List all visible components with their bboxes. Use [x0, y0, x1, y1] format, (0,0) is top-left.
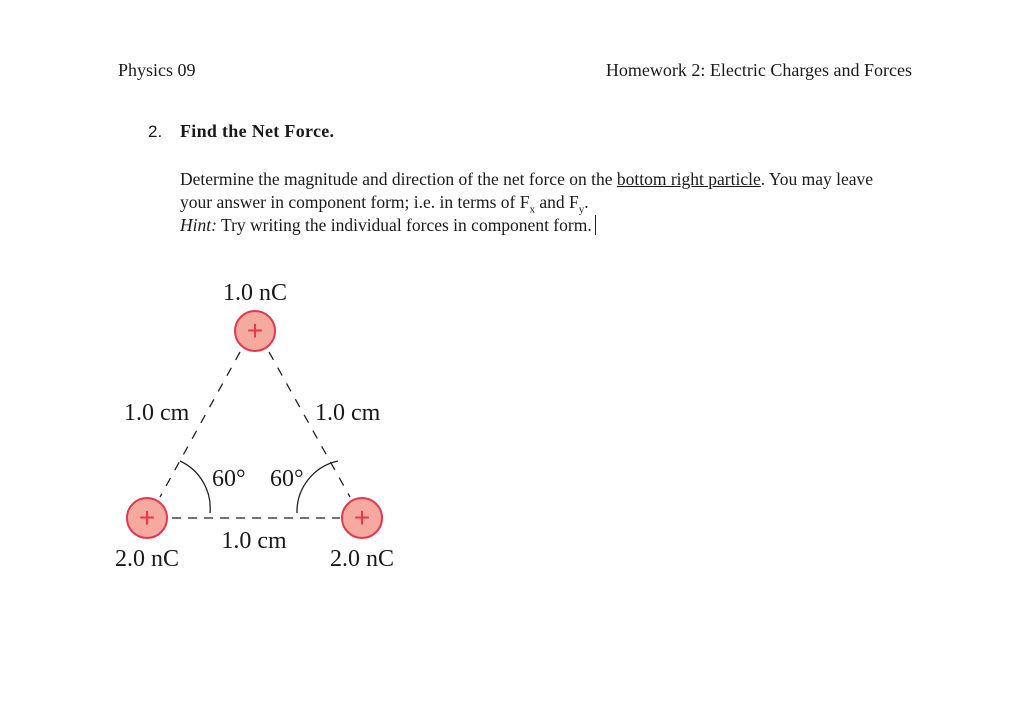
problem-text-end: . — [584, 192, 589, 212]
problem-text-and: and F — [534, 192, 579, 212]
bottom-left-charge-label: 2.0 nC — [114, 546, 180, 572]
plus-icon: + — [353, 502, 371, 533]
problem-text-part1: Determine the magnitude and direction of the net force on the — [180, 169, 617, 189]
hint-label: Hint: — [180, 215, 217, 235]
assignment-title: Homework 2: Electric Charges and Forces — [605, 60, 912, 80]
problem-number: 2. — [148, 122, 163, 141]
problem-text-part2: . You may leave your answer in component form; i.e. in terms of F — [180, 169, 873, 212]
left-side-label: 1.0 cm — [124, 400, 190, 426]
course-title: Physics 09 — [118, 60, 196, 80]
plus-icon: + — [246, 315, 264, 346]
subscript-x: x — [529, 203, 535, 216]
hint-text: Try writing the individual forces in component form. — [216, 215, 592, 235]
bottom-side-label: 1.0 cm — [221, 528, 287, 554]
bottom-right-charge-label: 2.0 nC — [329, 546, 395, 572]
bottom-left-charge — [127, 498, 167, 538]
problem-title: Find the Net Force. — [180, 121, 335, 141]
subscript-y: y — [578, 203, 585, 216]
bottom-right-charge — [342, 498, 382, 538]
underlined-phrase: bottom right particle — [616, 169, 761, 189]
left-angle-arc — [180, 461, 210, 513]
top-charge-label: 1.0 nC — [222, 280, 288, 306]
top-charge — [235, 311, 275, 351]
left-angle-label: 60° — [212, 466, 246, 492]
plus-icon: + — [138, 502, 156, 533]
right-angle-label: 60° — [270, 466, 304, 492]
right-side-label: 1.0 cm — [315, 400, 381, 426]
